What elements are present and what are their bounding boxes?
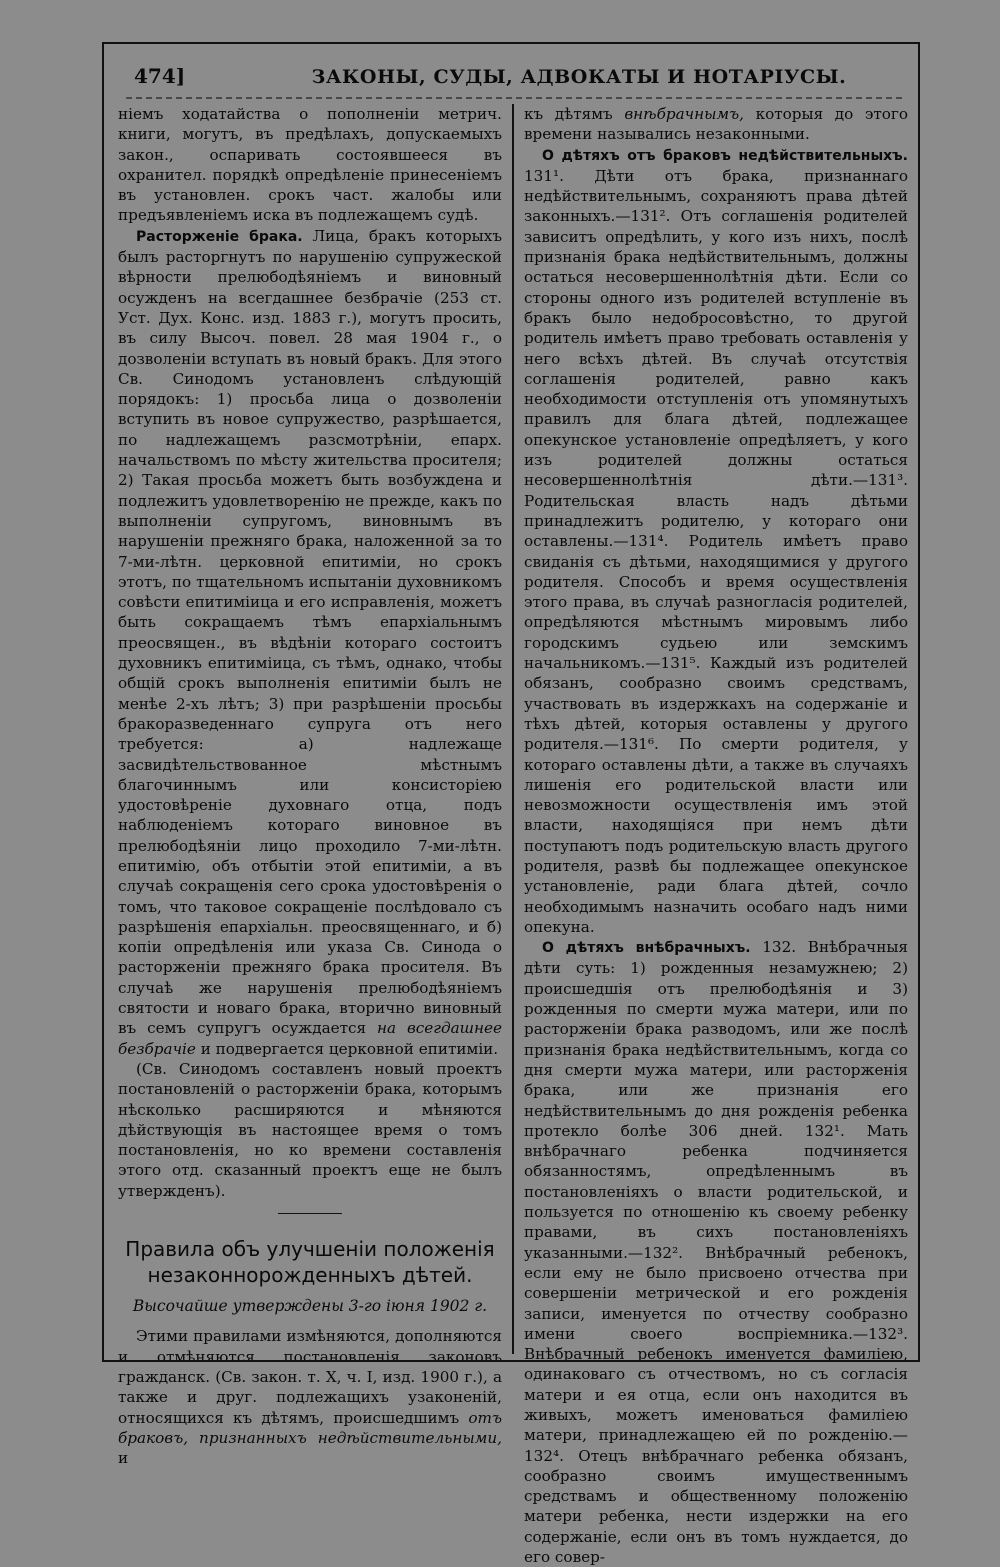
left-paragraph-2-end: и подвергается церковной епитиміи. — [195, 1039, 499, 1058]
left-column — [118, 104, 502, 1468]
header-wavy-rule — [126, 97, 904, 99]
running-title: ЗАКОНЫ, СУДЫ, АДВОКАТЫ И НОТАРІУСЫ. — [311, 66, 847, 88]
page-number: 474] — [134, 64, 186, 88]
run-in-heading-invalid-marriage: О дѣтяхъ отъ браковъ недѣйствительныхъ. — [542, 147, 908, 164]
section-separator — [278, 1213, 342, 1214]
right-paragraph-1-italic: внѣбрачнымъ, — [624, 105, 744, 123]
run-in-heading-divorce: Расторженіе брака. — [136, 228, 303, 245]
left-paragraph-3: (Св. Синодомъ составленъ новый проектъ постановленій о расторженіи брака, которымъ нѣсколько расширяются и мѣняются дѣйствующія въ настоящее время о томъ постановленія, но ко времени составленія этого отд. сказанный проектъ еще не былъ утвержденъ). — [118, 1059, 502, 1200]
run-in-heading-extramarital: О дѣтяхъ внѣбрачныхъ. — [542, 940, 751, 957]
section-title: Правила объ улучшеніи положенія незаконнорожденныхъ дѣтей. — [125, 1237, 495, 1288]
right-paragraph-2 — [524, 145, 908, 938]
left-paragraph-4-text: Этими правилами измѣняются, дополняются и отмѣняются постановленія законовъ гражданск. (Св. закон. т. X, ч. I, изд. 1900 г.), а также и друг. подлежащихъ узаконеній, относящихся къ дѣтямъ, происшедшимъ — [118, 1327, 502, 1427]
left-paragraph-4-italic: отъ браковъ, признанныхъ недѣйствительными, — [118, 1408, 502, 1447]
left-paragraph-4 — [118, 1326, 502, 1468]
left-paragraph-1: ніемъ ходатайства о пополненіи метрич. книги, могутъ, въ предѣлахъ, допускаемыхъ закон., оспаривать состоявшееся въ охранител. порядкѣ опредѣленіе принесеніемъ въ установлен. срокъ част. жалобы или предъявленіемъ иска въ подлежащемъ судѣ. — [118, 105, 502, 225]
top-rule — [104, 42, 918, 44]
left-paragraph-4-end: и — [118, 1449, 129, 1468]
right-paragraph-1-a: къ дѣтямъ — [524, 105, 625, 123]
right-paragraph-1 — [524, 104, 908, 145]
right-paragraph-3-text: 132. Внѣбрачныя дѣти суть: 1) рожденныя незамужнею; 2) происшедшія отъ прелюбодѣянія и 3) рожденныя по смерти мужа матери, или по расторженіи брака разводомъ, или же послѣ признанія брака недѣйствительнымъ, когда со дня смерти мужа матери, или расторженія брака, или же признанія его недѣйствительнымъ до дня рожденія ребенка протекло болѣе 306 дней. 132¹. Мать внѣбрачнаго ребенка подчиняется обязанностямъ, опредѣленнымъ въ постановленіяхъ о власти родительской, и пользуется по отношенію къ своему ребенку правами, въ сихъ постановленіяхъ указанными.—132². Внѣбрачный ребенокъ, если ему не было присвоено отчества при совершеніи метрической и его рожденія записи, именуется по отчеству сообразно имени своего воспріемника.—132³. Внѣбрачный ребенокъ именуется фамиліею, одинаковаго съ отчествомъ, но съ согласія матери и ея отца, если онъ находится въ живыхъ, можетъ именоваться фамиліею матери, принадлежащею ей по рожденію.—132⁴. Отецъ внѣбрачнаго ребенка обязанъ, сообразно своимъ имущественнымъ средствамъ и общественному положенію матери ребенка, нести издержки на его содержаніе, если онъ въ томъ нуждается, до его совер- — [524, 938, 908, 1567]
right-paragraph-3 — [524, 937, 908, 1567]
left-paragraph-2-text: Лица, бракъ которыхъ былъ расторгнутъ по нарушенію супружеской вѣрности прелюбодѣяніемъ и виновный осужденъ на всегдашнее безбрачіе (253 ст. Уст. Дух. Конс. изд. 1883 г.), могутъ просить, въ силу Высоч. повел. 28 мая 1904 г., о дозволеніи вступать въ новый бракъ. Для этого Св. Синодомъ установленъ слѣдующій порядокъ: 1) просьба лица о дозволеніи вступить въ новое супружество, разрѣшается, по надлежащемъ разсмотрѣніи, епарх. начальствомъ по мѣсту жительства просителя; 2) Такая просьба можетъ быть возбуждена и подлежитъ удовлетворенію не прежде, какъ по выполненіи супругомъ, виновнымъ въ нарушеніи прежняго брака, наложенной за то 7-ми-лѣтн. церковной епитиміи, но срокъ этотъ, по тщательномъ испытаніи духовникомъ совѣсти епитиміица и его исправленія, можетъ быть сокращаемъ тѣмъ епархіальнымъ преосвящен., въ вѣдѣніи котораго состоитъ духовникъ епитиміица, съ тѣмъ, однако, чтобы общій срокъ выполненія епитиміи былъ не менѣе 2-хъ лѣтъ; 3) при разрѣшеніи просьбы бракоразведеннаго супруга отъ него требуется: a) надлежаще засвидѣтельствованное мѣстнымъ благочиннымъ или консисторіею удостовѣреніе духовнаго отца, подъ наблюденіемъ котораго виновное въ прелюбодѣяніи лицо проходило 7-ми-лѣтн. епитимію, объ отбытіи этой епитиміи, а въ случаѣ сокращенія сего срока удостовѣренія о томъ, что таковое сокращеніе послѣдовало съ разрѣшенія епархіальн. преосвященнаго, и б) копіи опредѣленія или указа Св. Синода о расторженіи прежняго брака просителя. Въ случаѣ же нарушенія прелюбодѣяніемъ святости и новаго брака, вторично виновный въ семъ супругъ осуждается — [118, 226, 502, 1038]
right-paragraph-2-text: 131¹. Дѣти отъ брака, признаннаго недѣйствительнымъ, сохраняютъ права дѣтей законныхъ.—131². Отъ соглашенія родителей зависитъ опредѣлить, у кого изъ нихъ, послѣ признанія брака недѣйствительнымъ, должны остаться несовершеннолѣтнія дѣти. Если со стороны одного изъ родителей вступленіе въ бракъ было недобросовѣстно, то другой родитель имѣетъ право требовать оставленія у него всѣхъ дѣтей. Въ случаѣ отсутствія соглашенія родителей, равно какъ необходимости отступленія отъ упомянутыхъ правилъ для блага дѣтей, подлежащее опекунское установленіе опредѣляетъ, у кого изъ родителей должны остаться несовершеннолѣтнія дѣти.—131³. Родительская власть надъ дѣтьми принадлежитъ родителю, у котораго они оставлены.—131⁴. Родитель имѣетъ право свиданія съ дѣтьми, находящимися у другого родителя. Способъ и время осуществленія этого права, въ случаѣ разногласія родителей, опредѣляются мѣстнымъ мировымъ либо городскимъ судьею или земскимъ начальникомъ.—131⁵. Каждый изъ родителей обязанъ, сообразно своимъ средствамъ, участвовать въ издержкахъ на содержаніе и тѣхъ дѣтей, которыя оставлены у другого родителя.—131⁶. По смерти родителя, у котораго оставлены дѣти, а также въ случаяхъ лишенія его родительской власти или невозможности осуществленія имъ этой власти, находящіяся при немъ дѣти поступаютъ подъ родительскую власть другого родителя, развѣ бы подлежащее опекунское установленіе, ради блага дѣтей, сочло необходимымъ назначить особаго надъ ними опекуна. — [524, 166, 908, 936]
page-header — [134, 64, 904, 94]
page-frame — [102, 42, 920, 1567]
left-paragraph-2-italic: на всегдашнее безбрачіе — [118, 1019, 502, 1058]
left-paragraph-2 — [118, 226, 502, 1059]
column-divider — [512, 104, 514, 1354]
section-subtitle: Высочайше утверждены 3-го іюня 1902 г. — [132, 1297, 488, 1316]
bottom-rule — [104, 1360, 918, 1362]
right-column — [524, 104, 908, 1567]
right-paragraph-1-b: которыя до этого времени назывались незаконными. — [524, 105, 909, 144]
